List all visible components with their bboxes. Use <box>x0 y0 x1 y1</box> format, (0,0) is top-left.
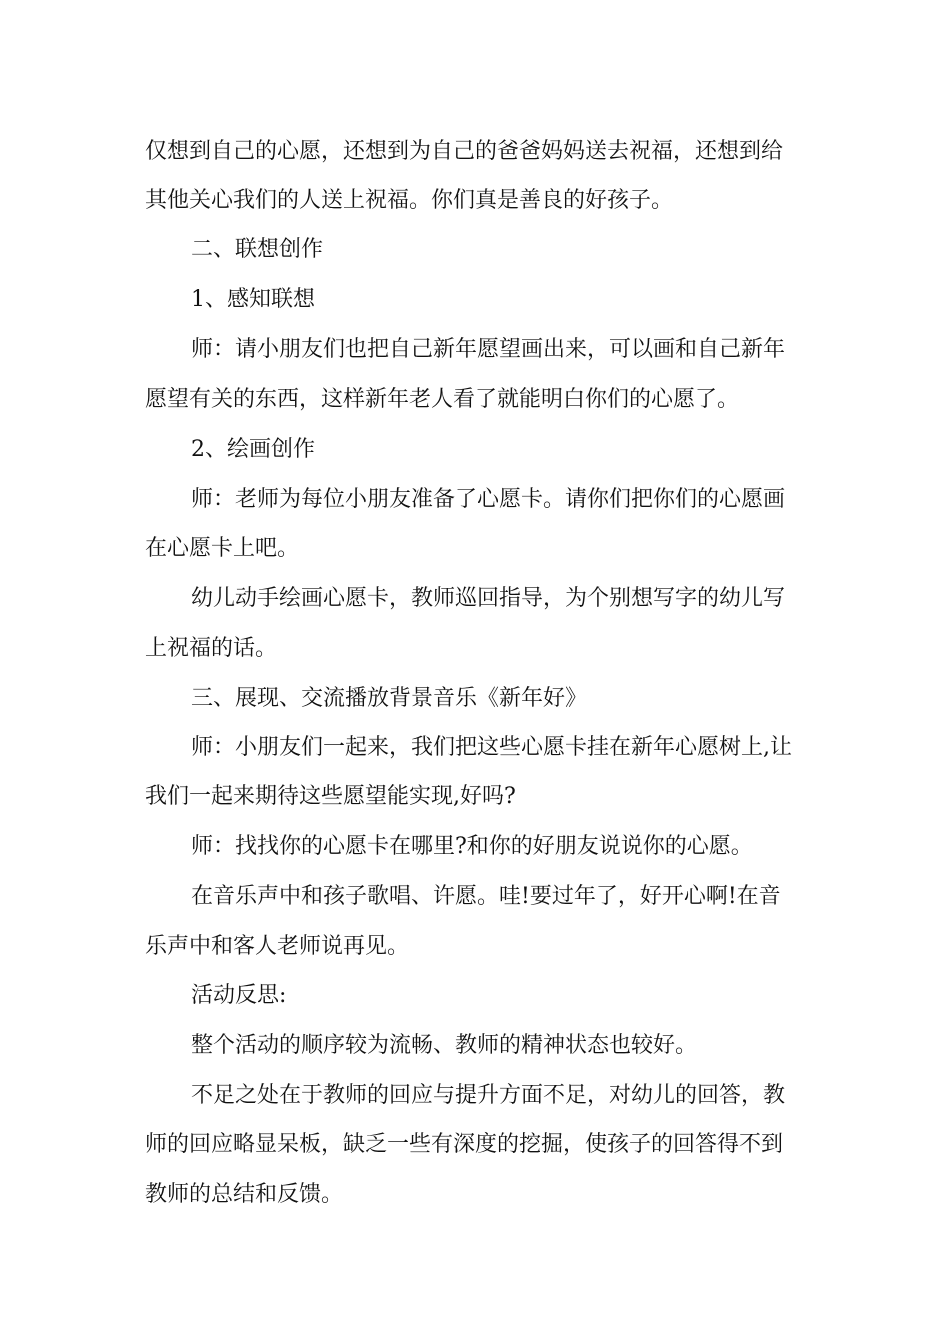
text-line-6: 愿望有关的东西，这样新年老人看了就能明白你们的心愿了。 <box>145 387 740 412</box>
text-line-16: 在音乐声中和孩子歌唱、许愿。哇!要过年了，好开心啊!在音 <box>191 884 781 909</box>
text-line-14: 我们一起来期待这些愿望能实现,好吗? <box>145 784 516 809</box>
text-line-9: 在心愿卡上吧。 <box>145 536 300 561</box>
text-line-1: 仅想到自己的心愿，还想到为自己的爸爸妈妈送去祝福，还想到给 <box>145 139 784 164</box>
text-line-20: 不足之处在于教师的回应与提升方面不足，对幼儿的回答，教 <box>191 1083 786 1108</box>
text-line-5: 师：请小朋友们也把自己新年愿望画出来，可以画和自己新年 <box>191 337 786 362</box>
text-line-2: 其他关心我们的人送上祝福。你们真是善良的好孩子。 <box>145 188 674 213</box>
text-line-8: 师：老师为每位小朋友准备了心愿卡。请你们把你们的心愿画 <box>191 487 786 512</box>
text-line-19: 整个活动的顺序较为流畅、教师的精神状态也较好。 <box>191 1033 698 1058</box>
text-line-17: 乐声中和客人老师说再见。 <box>145 934 410 959</box>
subsection-heading-2-2: 2、绘画创作 <box>191 437 315 462</box>
text-line-21: 师的回应略显呆板，缺乏一些有深度的挖掘，使孩子的回答得不到 <box>145 1132 784 1157</box>
subsection-heading-2-1: 1、感知联想 <box>191 287 315 312</box>
text-line-11: 上祝福的话。 <box>145 636 278 661</box>
section-heading-2: 二、联想创作 <box>191 237 324 262</box>
text-line-13: 师：小朋友们一起来，我们把这些心愿卡挂在新年心愿树上,让 <box>191 735 792 760</box>
reflection-heading: 活动反思: <box>191 983 287 1008</box>
text-line-22: 教师的总结和反馈。 <box>145 1182 344 1207</box>
text-line-15: 师：找找你的心愿卡在哪里?和你的好朋友说说你的心愿。 <box>191 834 753 859</box>
section-heading-3: 三、展现、交流播放背景音乐《新年好》 <box>191 686 588 711</box>
text-line-10: 幼儿动手绘画心愿卡，教师巡回指导，为个别想写字的幼儿写 <box>191 586 786 611</box>
